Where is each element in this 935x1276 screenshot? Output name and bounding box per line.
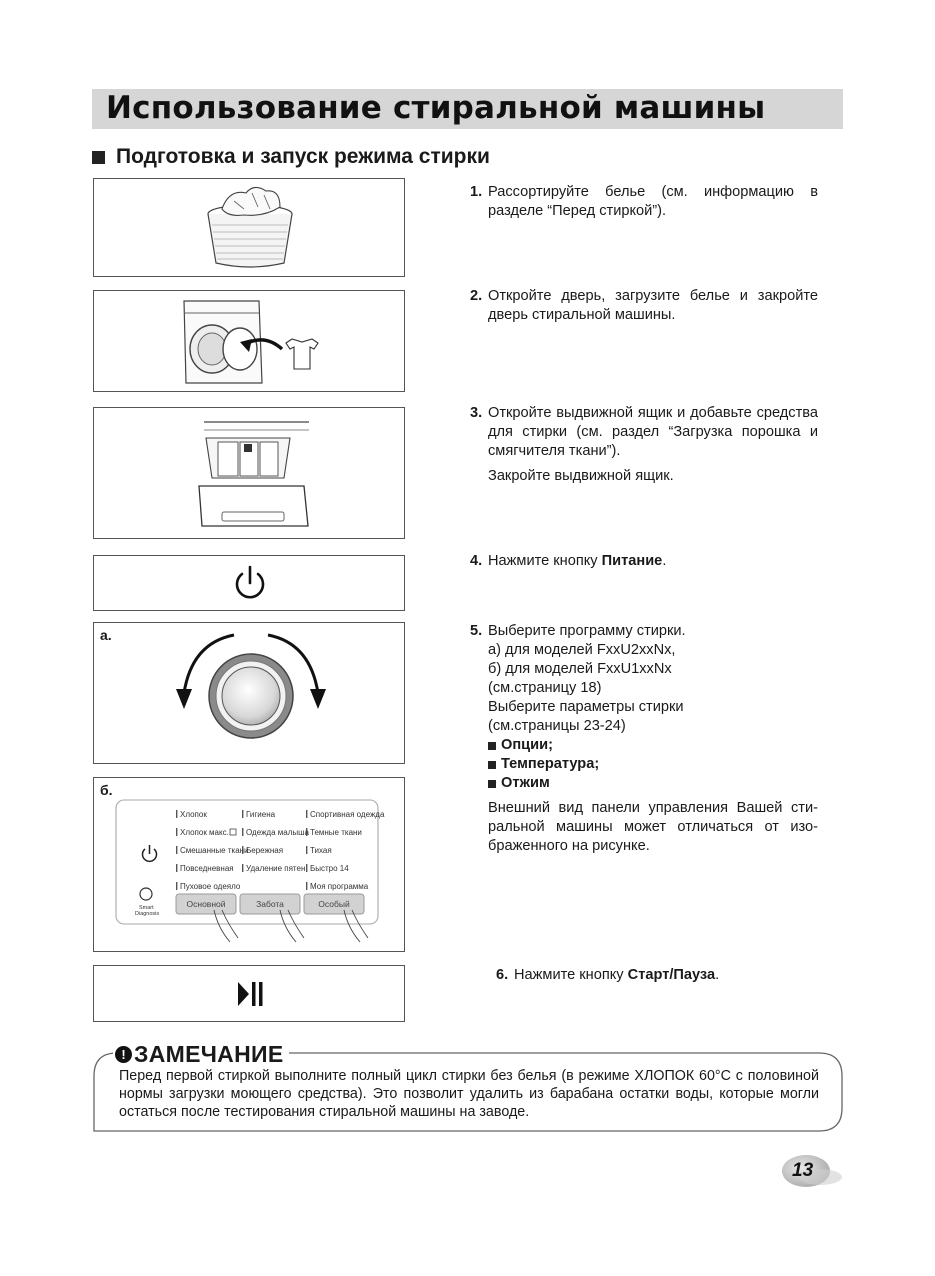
option-bullet: Отжим xyxy=(488,774,818,793)
step-text: Выберите параметры стирки xyxy=(488,699,684,715)
step-number: 1. xyxy=(470,184,483,200)
power-icon xyxy=(94,556,406,612)
note-box xyxy=(93,1041,843,1132)
program-dark: Темные ткани xyxy=(310,828,362,837)
program-hygiene: Гигиена xyxy=(246,810,276,819)
step-text: Нажмите кнопку Питание. xyxy=(488,553,667,569)
program-mixed: Смешанные ткани xyxy=(180,846,249,855)
step-text: Нажмите кнопку Старт/Пауза. xyxy=(514,967,720,983)
program-quick: Быстро 14 xyxy=(310,864,349,873)
page-title-bar xyxy=(92,89,843,129)
start-pause-button-name: Старт/Пауза xyxy=(627,967,716,983)
step-3 xyxy=(470,404,818,486)
square-bullet-icon xyxy=(92,151,105,164)
step-extra-text: Закройте выдвижной ящик. xyxy=(488,468,674,484)
washing-machine-icon xyxy=(94,291,406,393)
diagnosis-label: Diagnosis xyxy=(135,911,160,917)
step-text: Рассортируйте белье (см. информацию в разделе “Перед стиркой”). xyxy=(488,184,818,219)
power-button-name: Питание xyxy=(601,553,663,569)
step-5 xyxy=(470,622,818,856)
step-text: Откройте выдвижной ящик и добавьте средства для стирки (см. раздел “Загрузка порошка и смягчителя ткани”). xyxy=(488,405,818,459)
step-number: 5. xyxy=(470,623,483,639)
step-text: б) для моделей FxxU1xxNx xyxy=(488,661,672,677)
step-1 xyxy=(470,183,818,221)
step-extra-text: Внешний вид панели управления Вашей сти-ральной машины может отличаться от изо-браженного на рисунке. xyxy=(488,800,818,854)
page-number: 13 xyxy=(792,1160,814,1181)
panel-label-b: б. xyxy=(100,782,113,798)
step-text: а) для моделей FxxU2xxNx, xyxy=(488,642,676,658)
program-sport: Спортивная одежда xyxy=(310,810,385,819)
program-dial-icon xyxy=(94,623,406,765)
smart-label: Smart xyxy=(139,905,154,911)
panel-label-a: а. xyxy=(100,627,112,643)
button-special: Особый xyxy=(318,899,350,909)
option-bullet: Температура; xyxy=(488,755,818,774)
page-number-badge xyxy=(780,1152,844,1192)
option-bullet: Опции; xyxy=(488,736,818,755)
step-number: 3. xyxy=(470,405,483,421)
illustration-power-button xyxy=(93,555,405,611)
program-daily: Повседневная xyxy=(180,864,234,873)
step-number: 4. xyxy=(470,553,483,569)
exclamation-icon: ! xyxy=(115,1046,132,1063)
play-pause-icon xyxy=(94,966,406,1023)
program-stain: Удаление пятен xyxy=(246,864,306,873)
button-care: Забота xyxy=(256,899,284,909)
illustration-load-machine xyxy=(93,290,405,392)
illustration-program-dial xyxy=(93,622,405,764)
square-bullet-icon xyxy=(488,780,496,788)
note-heading xyxy=(113,1041,289,1068)
step-number: 2. xyxy=(470,288,483,304)
illustration-start-pause xyxy=(93,965,405,1022)
program-delicate: Бережная xyxy=(246,846,284,855)
step-6 xyxy=(496,966,844,985)
program-quiet: Тихая xyxy=(310,846,332,855)
step-number: 6. xyxy=(496,967,509,983)
page-title: Использование стиральной машины xyxy=(106,90,766,126)
illustration-detergent-drawer xyxy=(93,407,405,539)
section-heading xyxy=(92,142,490,172)
note-title: ЗАМЕЧАНИЕ xyxy=(134,1041,284,1067)
program-cotton: Хлопок xyxy=(180,810,207,819)
program-duvet: Пуховое одеяло xyxy=(180,882,241,891)
laundry-basket-icon xyxy=(94,179,406,278)
step-text: (см.страницы 23-24) xyxy=(488,718,626,734)
program-baby: Одежда малыша xyxy=(246,828,309,837)
step-4 xyxy=(470,552,818,571)
step-2 xyxy=(470,287,818,325)
square-bullet-icon xyxy=(488,761,496,769)
program-cotton-max: Хлопок макс. xyxy=(180,828,229,837)
detergent-drawer-icon xyxy=(94,408,406,540)
program-my: Моя программа xyxy=(310,882,369,891)
button-main: Основной xyxy=(186,899,226,909)
illustration-laundry-basket xyxy=(93,178,405,277)
step-text: (см.страницу 18) xyxy=(488,680,602,696)
control-panel-diagram xyxy=(94,778,406,953)
square-bullet-icon xyxy=(488,742,496,750)
step-text: Откройте дверь, загрузите белье и закройте дверь стиральной машины. xyxy=(488,288,818,323)
step-text: Выберите программу стирки. xyxy=(488,623,686,639)
section-title: Подготовка и запуск режима стирки xyxy=(116,145,490,168)
note-text: Перед первой стиркой выполните полный цикл стирки без белья (в режиме ХЛОПОК 60°C с половиной нормы загрузки моющего средства). Это позволит удалить из барабана остатки воды, которые могли остаться после тестирования стиральной машины на заводе. xyxy=(119,1068,819,1120)
illustration-control-panel xyxy=(93,777,405,952)
